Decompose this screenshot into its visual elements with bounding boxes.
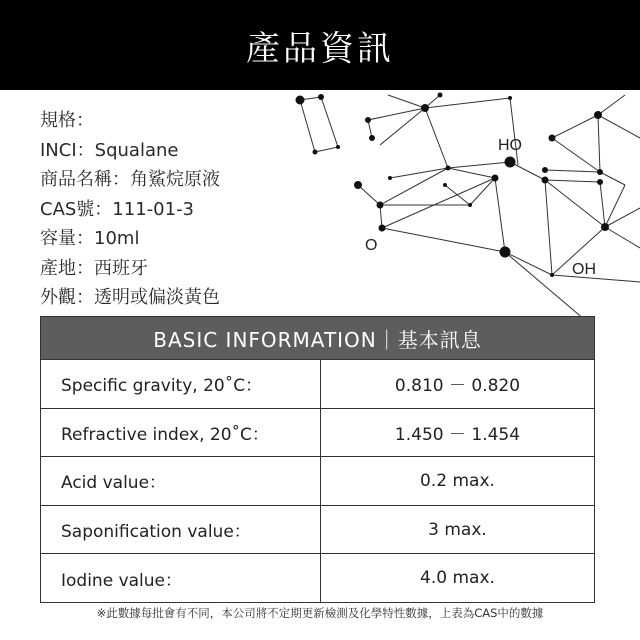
page-title: 產品資訊 (246, 28, 394, 69)
row-value: 4.0 max. (420, 568, 495, 589)
row-label: Acid value： (41, 457, 321, 505)
table-row (41, 408, 594, 457)
row-value: 1.450 － 1.454 (394, 424, 521, 445)
row-label: Saponification value： (41, 506, 321, 554)
spec-cas-number: CAS號：111-01-3 (40, 198, 195, 220)
table-row (41, 505, 594, 554)
molecule-label-ho: HO (498, 137, 522, 154)
table-header: BASIC INFORMATION｜基本訊息 (41, 317, 594, 359)
table-row (41, 359, 594, 408)
molecule-label-oh: OH (572, 261, 596, 278)
spec-product-name: 商品名稱：角鯊烷原液 (40, 169, 220, 190)
row-label: Specific gravity, 20˚C： (41, 360, 321, 408)
spec-appearance: 外觀：透明或偏淡黃色 (40, 287, 220, 308)
basic-information-table (40, 316, 595, 603)
molecule-network-illustration (280, 90, 640, 320)
table-row (41, 456, 594, 505)
row-label: Refractive index, 20˚C： (41, 409, 321, 457)
product-specs (40, 106, 220, 313)
footnote: ※此數據每批會有不同，本公司將不定期更新檢測及化學特性數據，上表為CAS中的數據 (96, 606, 544, 620)
spec-volume: 容量：10ml (40, 228, 140, 249)
molecule-label-o: O (365, 237, 378, 254)
row-label: Iodine value： (41, 554, 321, 602)
row-value: 0.2 max. (420, 470, 495, 491)
row-value: 0.810 － 0.820 (394, 376, 521, 397)
table-row (41, 553, 594, 602)
spec-origin: 產地：西班牙 (40, 257, 148, 279)
spec-inci: INCI：Squalane (40, 139, 179, 161)
spec-heading: 規格： (40, 110, 94, 131)
page-header (0, 0, 640, 90)
row-value: 3 max. (428, 519, 487, 540)
